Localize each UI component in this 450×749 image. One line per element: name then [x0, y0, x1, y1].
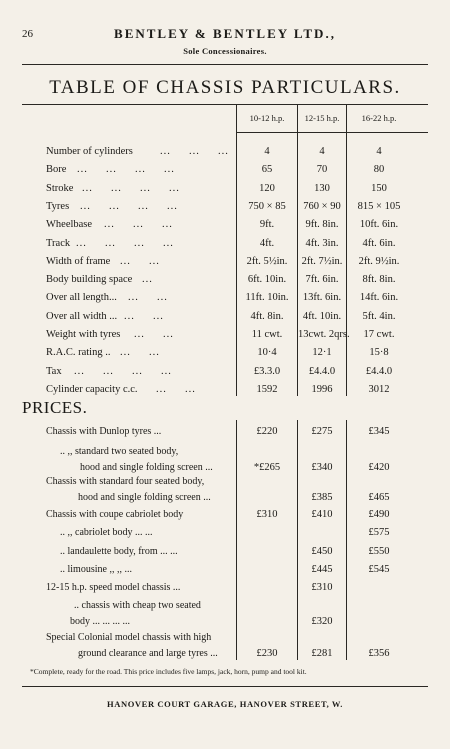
price-label: .. limousine ,, ,, ...	[60, 564, 132, 575]
spec-value: 150	[371, 182, 387, 194]
spec-row	[0, 347, 450, 365]
spec-value: 4ft. 8in.	[250, 310, 284, 322]
column-divider	[346, 420, 347, 660]
address: HANOVER COURT GARAGE, HANOVER STREET, W.	[107, 699, 343, 709]
bottom-rule	[22, 686, 428, 687]
firm-subtitle: Sole Concessionaires.	[183, 46, 267, 56]
spec-row	[0, 238, 450, 256]
spec-row	[0, 146, 450, 164]
price-label: Chassis with coupe cabriolet body	[46, 509, 184, 520]
spec-row	[0, 292, 450, 310]
spec-value: 4	[376, 146, 382, 157]
footnote: *Complete, ready for the road. This price includes five lamps, jack, horn, pump and tool kit.	[30, 667, 307, 676]
leader-dots: ... ...	[134, 329, 174, 340]
leader-dots: ... ... ...	[104, 219, 173, 231]
spec-value: 10ft. 6in.	[359, 219, 399, 231]
leader-dots: ...	[142, 274, 153, 286]
spec-label: Wheelbase	[46, 219, 93, 231]
price-value: £465	[368, 492, 390, 503]
spec-label: Body building space	[46, 274, 133, 286]
price-label: 12-15 h.p. speed model chassis ...	[46, 582, 181, 593]
leader-dots: ... ...	[124, 310, 164, 322]
price-value: £320	[311, 616, 333, 627]
price-label: .. chassis with cheap two seated	[74, 600, 201, 611]
leader-dots: ... ... ... ...	[80, 200, 178, 212]
spec-value: 7ft. 6in.	[305, 274, 339, 286]
price-value: £356	[368, 648, 390, 659]
spec-row	[0, 366, 450, 384]
price-label: hood and single folding screen ...	[78, 492, 211, 503]
spec-label: Tyres	[46, 200, 70, 212]
price-value: £310	[256, 509, 278, 520]
price-label: Chassis with standard four seated body,	[46, 476, 205, 487]
spec-value: 6ft. 10in.	[247, 274, 287, 286]
spec-row	[0, 274, 450, 292]
spec-value: 12·1	[312, 347, 332, 359]
spec-value: 2ft. 9½in.	[358, 255, 400, 267]
price-value: £575	[368, 527, 390, 538]
spec-value: 815 × 105	[357, 200, 401, 212]
leader-dots: ... ...	[120, 347, 160, 359]
spec-label: Tax	[46, 365, 62, 377]
price-label: Chassis with Dunlop tyres ...	[46, 426, 162, 437]
spec-value: 1996	[311, 383, 333, 395]
title-rule	[22, 104, 428, 105]
price-value: £550	[368, 546, 390, 557]
spec-label: Bore	[46, 164, 67, 176]
price-label: .. landaulette body, from ... ...	[60, 546, 178, 557]
spec-value: 11ft. 10in.	[245, 292, 289, 304]
price-value: *£265	[253, 462, 281, 473]
spec-row	[0, 311, 450, 329]
spec-label: Number of cylinders	[46, 146, 133, 157]
price-value: £340	[311, 462, 333, 473]
price-value: £275	[311, 426, 333, 437]
spec-value: 760 × 90	[303, 200, 341, 212]
leader-dots: ... ... ...	[160, 146, 229, 157]
spec-value: £3.3.0	[253, 365, 281, 377]
spec-value: 4ft. 10in.	[302, 310, 342, 322]
spec-value: 80	[373, 164, 385, 176]
leader-dots: ... ...	[120, 255, 160, 267]
spec-value: 2ft. 7½in.	[301, 255, 343, 267]
spec-label: Over all width ...	[46, 310, 118, 322]
price-value: £220	[256, 426, 278, 437]
leader-dots: ... ... ... ...	[77, 164, 175, 176]
spec-value: 15·8	[369, 347, 389, 359]
price-value: £310	[311, 582, 333, 593]
price-value: £345	[368, 426, 390, 437]
top-rule	[22, 64, 428, 65]
spec-value: 8ft. 8in.	[362, 274, 396, 286]
column-header-16-22: 16-22 h.p.	[361, 113, 397, 123]
price-value: £410	[311, 509, 333, 520]
spec-value: 4	[319, 146, 325, 157]
column-header-10-12: 10-12 h.p.	[249, 113, 285, 123]
price-label: .. ,, standard two seated body,	[60, 446, 179, 457]
price-value: £545	[368, 564, 390, 575]
spec-label: Over all length...	[46, 292, 117, 304]
spec-row	[0, 183, 450, 201]
price-value: £490	[368, 509, 390, 520]
spec-value: 65	[261, 164, 273, 176]
spec-value: 11 cwt.	[251, 329, 283, 340]
spec-value: 130	[314, 182, 330, 194]
spec-row	[0, 329, 450, 347]
spec-value: 9ft.	[259, 219, 275, 231]
spec-label: Track	[46, 237, 71, 249]
price-value: £230	[256, 648, 278, 659]
spec-value: 13cwt. 2qrs.	[298, 329, 350, 340]
leader-dots: ... ... ... ...	[74, 365, 172, 377]
price-label: hood and single folding screen ...	[80, 462, 213, 473]
spec-label: R.A.C. rating ..	[46, 347, 111, 359]
spec-value: 10·4	[257, 347, 277, 359]
header-rule	[236, 132, 428, 133]
spec-label: Cylinder capacity c.c.	[46, 383, 138, 395]
price-value: £281	[311, 648, 333, 659]
firm-name: BENTLEY & BENTLEY LTD.,	[114, 26, 336, 41]
spec-value: 13ft. 6in.	[302, 292, 342, 304]
spec-value: 120	[259, 182, 275, 194]
spec-value: 17 cwt.	[363, 329, 395, 340]
spec-row	[0, 164, 450, 182]
spec-value: £4.4.0	[365, 365, 393, 377]
spec-label: Width of frame	[46, 255, 111, 267]
spec-value: 2ft. 5½in.	[246, 255, 288, 267]
price-label: .. ,, cabriolet body ... ...	[60, 527, 153, 538]
spec-label: Stroke	[46, 182, 74, 194]
spec-value: 70	[316, 164, 328, 176]
spec-value: 4ft. 3in.	[305, 237, 339, 249]
leader-dots: ... ...	[128, 292, 168, 304]
spec-value: 9ft. 8in.	[305, 219, 339, 231]
price-value: £420	[368, 462, 390, 473]
spec-value: 4ft. 6in.	[362, 237, 396, 249]
spec-value: £4.4.0	[308, 365, 336, 377]
spec-value: 5ft. 4in.	[362, 310, 396, 322]
spec-value: 3012	[368, 383, 390, 395]
price-value: £445	[311, 564, 333, 575]
spec-row	[0, 201, 450, 219]
column-header-12-15: 12-15 h.p.	[304, 113, 340, 123]
page-number: 26	[22, 28, 33, 40]
price-value: £450	[311, 546, 333, 557]
spec-value: 4ft.	[259, 237, 275, 249]
spec-value: 4	[264, 146, 270, 157]
spec-label: Weight with tyres	[46, 329, 121, 340]
column-divider	[236, 420, 237, 660]
prices-heading: PRICES.	[22, 398, 88, 417]
spec-value: 750 × 85	[248, 200, 286, 212]
spec-row	[0, 256, 450, 274]
spec-value: 1592	[256, 383, 278, 395]
spec-row	[0, 219, 450, 237]
price-label: ground clearance and large tyres ...	[78, 648, 218, 659]
leader-dots: ... ... ... ...	[76, 237, 174, 249]
price-label: body ... ... ... ...	[70, 616, 130, 627]
leader-dots: ... ... ... ...	[82, 182, 180, 194]
spec-value: 14ft. 6in.	[359, 292, 399, 304]
leader-dots: ... ...	[156, 383, 196, 395]
price-label: Special Colonial model chassis with high	[46, 632, 212, 643]
price-value: £385	[311, 492, 333, 503]
table-title: TABLE OF CHASSIS PARTICULARS.	[49, 77, 401, 98]
